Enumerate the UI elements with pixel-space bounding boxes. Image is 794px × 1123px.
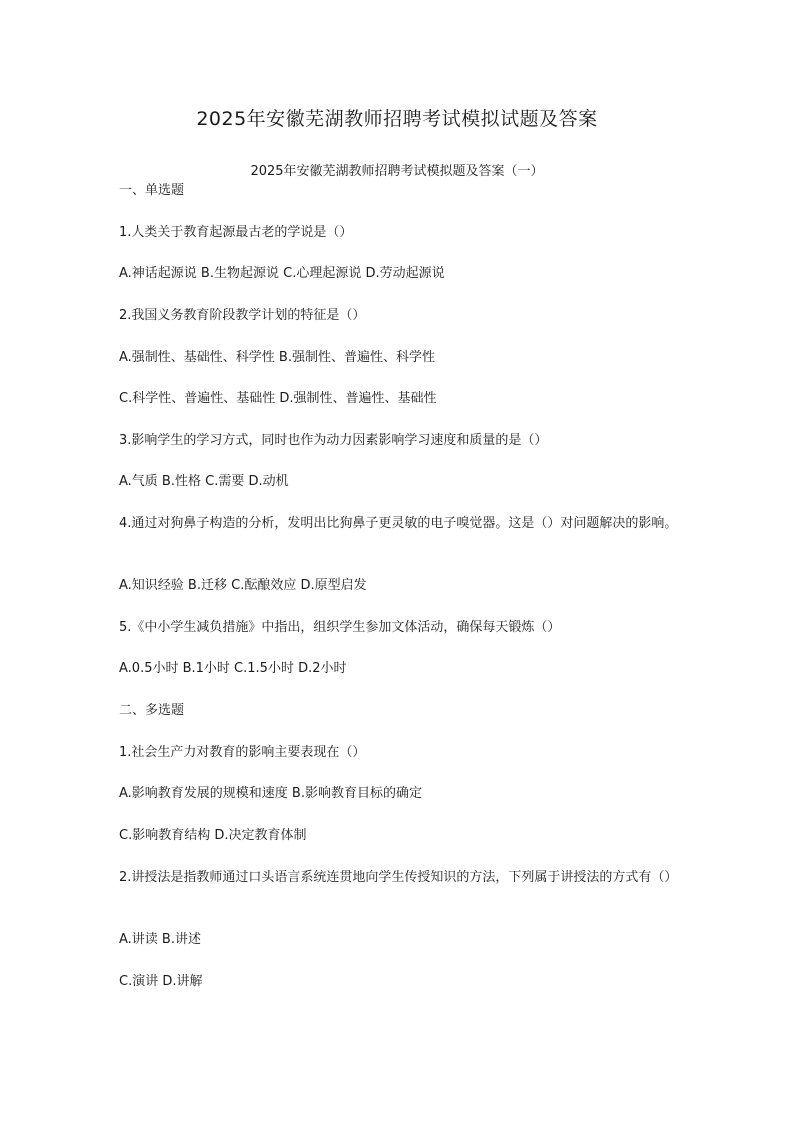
question-options: A.强制性、基础性、科学性 B.强制性、普遍性、科学性: [119, 350, 435, 365]
section-heading-multiple-choice: 二、多选题: [119, 703, 185, 718]
question-options: A.影响教育发展的规模和速度 B.影响教育目标的确定: [119, 786, 422, 801]
question-options: A.讲读 B.讲述: [119, 932, 201, 947]
question-stem: 2.我国义务教育阶段教学计划的特征是（）: [119, 308, 366, 323]
question-stem: 1.社会生产力对教育的影响主要表现在（）: [119, 745, 366, 760]
question-options: A.气质 B.性格 C.需要 D.动机: [119, 474, 289, 489]
document-subtitle: 2025年安徽芜湖教师招聘考试模拟题及答案（一）: [250, 164, 544, 179]
question-options: A.神话起源说 B.生物起源说 C.心理起源说 D.劳动起源说: [119, 266, 445, 281]
document-title: 2025年安徽芜湖教师招聘考试模拟试题及答案: [196, 108, 598, 130]
question-stem: 1.人类关于教育起源最古老的学说是（）: [119, 225, 353, 240]
question-stem: 2.讲授法是指教师通过口头语言系统连贯地向学生传授知识的方法，下列属于讲授法的方式有（）: [119, 870, 678, 885]
question-options: C.演讲 D.讲解: [119, 974, 203, 989]
question-options: C.影响教育结构 D.决定教育体制: [119, 828, 307, 843]
question-stem: 4.通过对狗鼻子构造的分析，发明出比狗鼻子更灵敏的电子嗅觉器。这是（）对问题解决的影响。: [119, 516, 678, 531]
question-stem: 5.《中小学生减负措施》中指出，组织学生参加文体活动，确保每天锻炼（）: [119, 620, 561, 635]
question-options: C.科学性、普遍性、基础性 D.强制性、普遍性、基础性: [119, 391, 437, 406]
question-stem: 3.影响学生的学习方式，同时也作为动力因素影响学习速度和质量的是（）: [119, 433, 548, 448]
question-options: A.0.5小时 B.1小时 C.1.5小时 D.2小时: [119, 661, 347, 676]
section-heading-single-choice: 一、单选题: [119, 183, 185, 198]
question-options: A.知识经验 B.迁移 C.酝酿效应 D.原型启发: [119, 578, 367, 593]
